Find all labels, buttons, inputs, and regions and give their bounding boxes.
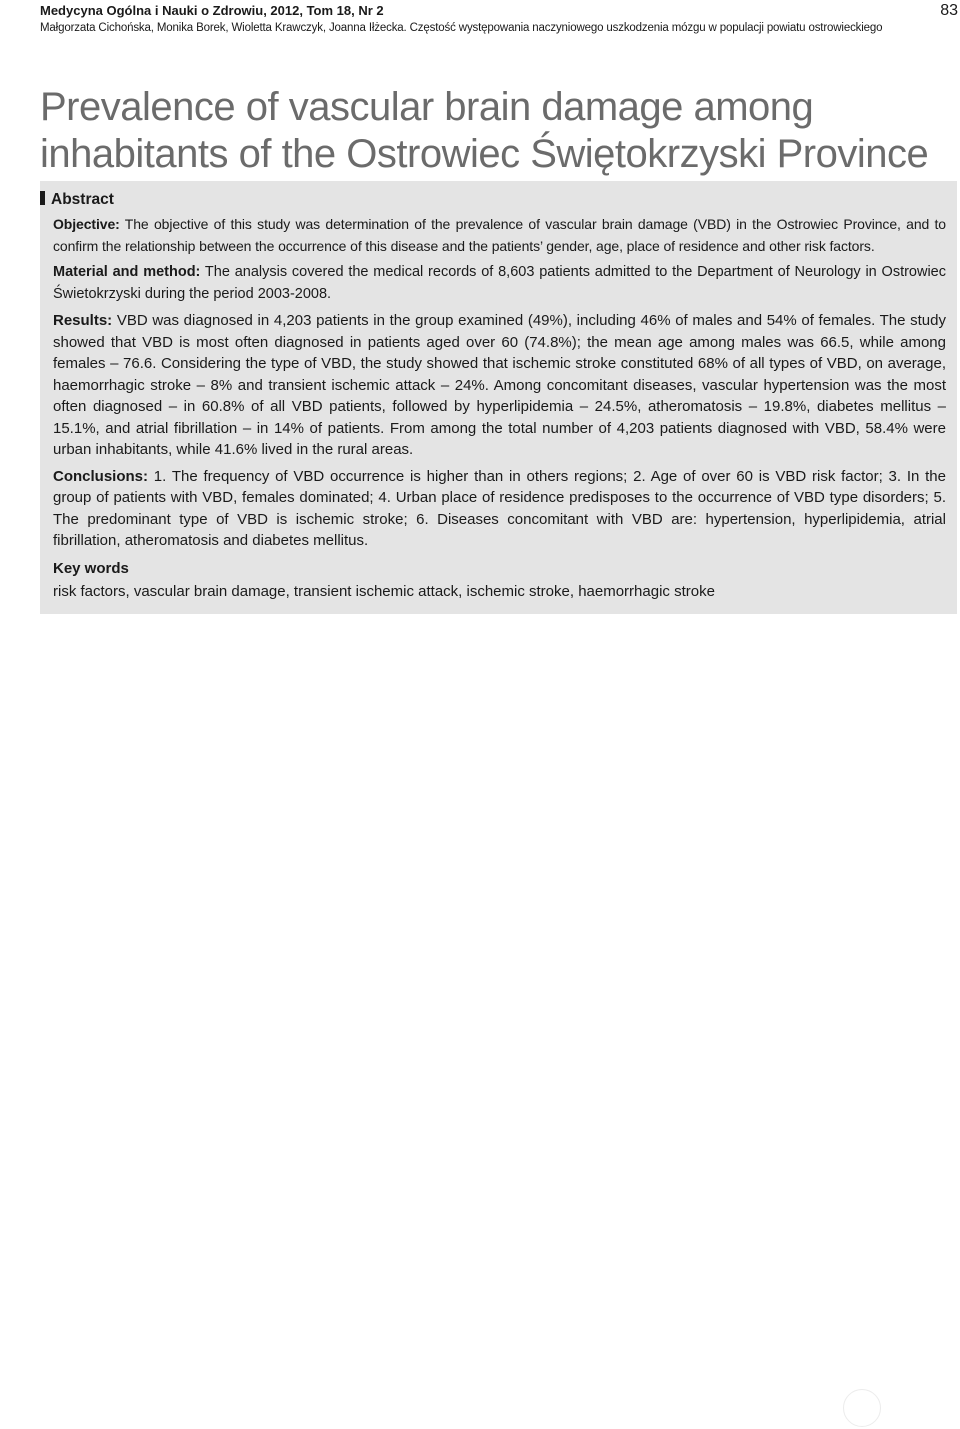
article-title-line-2: inhabitants of the Ostrowiec Świętokrzyski Province <box>40 132 929 176</box>
results-text: VBD was diagnosed in 4,203 patients in the group examined (49%), including 46% of males and 54% of females. The study showed that VBD is most often diagnosed in patients aged over 60 (74.8%); the mean age among males was 66.5, while among females – 76.6. Considering the type of VBD, the study showed that ischemic stroke constituted 68% of all types of VBD, on average, haemorrhagic stroke – 8% and transient ischemic attack – 24%. Among concomitant diseases, vascular hypertension was the most often diagnosed – in 60.8% of all VBD patients, followed by hyperlipidemia – 24.5%, atheromatosis – 19.8%, diabetes mellitus – 15.1%, and atrial fibrillation – in 14% of patients. From among the total number of 4,203 patients diagnosed with VBD, 58.4% were urban inhabitants, while 41.6% lived in the rural areas. <box>53 312 946 458</box>
abstract-results <box>53 310 946 461</box>
article-title <box>40 84 955 178</box>
watermark-logo-icon <box>843 1389 881 1427</box>
page-number: 83 <box>940 2 958 19</box>
method-label: Material and method: <box>53 264 201 280</box>
section-marker-icon <box>40 191 45 205</box>
conclusions-text: 1. The frequency of VBD occurrence is higher than in others regions; 2. Age of over 60 is VBD risk factor; 3. In the group of patients with VBD, females dominated; 4. Urban place of residence predisposes to the occurrence of VBD type disorders; 5. The predominant type of VBD is ischemic stroke; 6. Diseases concomitant with VBD are: hypertension, hyperlipidemia, atrial fibrillation, atheromatosis and diabetes mellitus. <box>53 467 946 549</box>
method-text: The analysis covered the medical records of 8,603 patients admitted to the Department of Neurology in Ostrowiec Świetokrzyski during the period 2003-2008. <box>53 264 946 302</box>
abstract-method <box>53 262 946 305</box>
abstract-heading <box>40 190 114 210</box>
article-title-line-1: Prevalence of vascular brain damage among <box>40 85 814 129</box>
journal-citation: Medycyna Ogólna i Nauki o Zdrowiu, 2012, Tom 18, Nr 2 <box>40 3 384 18</box>
keywords-heading: Key words <box>53 559 129 577</box>
results-label: Results: <box>53 312 113 329</box>
objective-text: The objective of this study was determination of the prevalence of vascular brain damage (VBD) in the Ostrowiec Province, and to confirm the relationship between the occurrence of this disease and the patients’ gender, age, place of residence and other risk factors. <box>53 216 946 254</box>
authors-running-title: Małgorzata Cichońska, Monika Borek, Wioletta Krawczyk, Joanna Iłżecka. Częstość występowania naczyniowego uszkodzenia mózgu w populacji powiatu ostrowieckiego <box>40 22 883 34</box>
abstract-body <box>53 214 946 603</box>
conclusions-label: Conclusions: <box>53 467 149 485</box>
running-head <box>40 2 958 37</box>
keywords-text: risk factors, vascular brain damage, transient ischemic attack, ischemic stroke, haemorrhagic stroke <box>53 583 715 600</box>
abstract-heading-label: Abstract <box>51 191 114 208</box>
objective-label: Objective: <box>53 216 120 232</box>
abstract-box <box>40 181 957 614</box>
abstract-conclusions <box>53 466 946 552</box>
abstract-objective <box>53 214 946 257</box>
